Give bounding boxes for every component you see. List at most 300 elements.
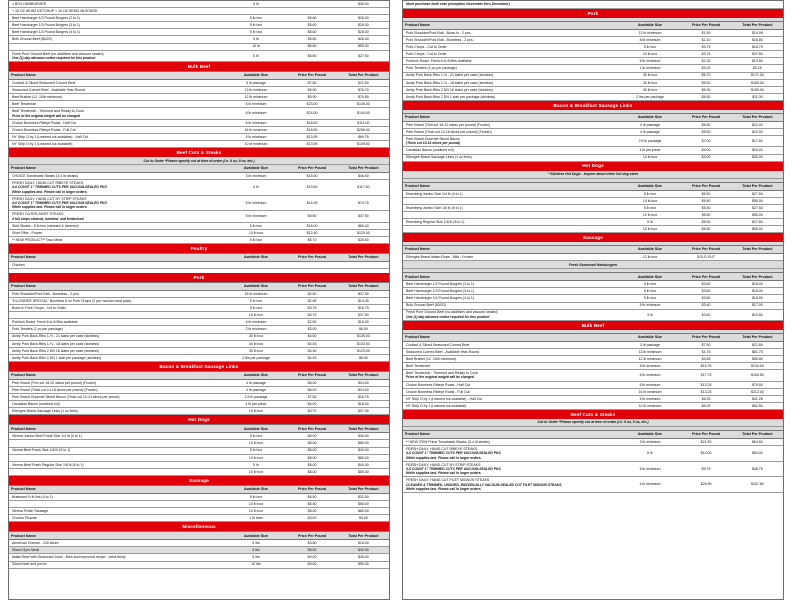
cell-available-size: 1 lb tube (226, 515, 287, 522)
table-row[interactable] (9, 333, 389, 340)
cell-available-size: 4 lb package (620, 121, 681, 128)
cell-product-name (403, 370, 620, 381)
cell-price-per-pound: $2.10 (680, 37, 731, 44)
cell-price-per-pound: $21.50 (680, 439, 731, 446)
col-header-product-name: Product Name (9, 532, 226, 540)
table-header-row (9, 425, 389, 433)
table-row[interactable] (403, 93, 783, 100)
cell-price-per-pound: $5.60 (286, 29, 337, 36)
cell-price-per-pound: $3.75 (286, 312, 337, 319)
cell-available-size: 3 lb minimum (226, 173, 287, 180)
col-header-available-size: Available Size (226, 486, 287, 494)
table-row[interactable] (9, 8, 389, 15)
table-row[interactable] (9, 561, 389, 568)
table-row[interactable] (403, 154, 783, 161)
cell-price-per-pound: $9.00 (286, 554, 337, 561)
cell-product-name (403, 446, 620, 462)
table-row[interactable] (9, 180, 389, 196)
product-name-main: American Cheese - 120 slices (12, 541, 59, 546)
table-row[interactable] (403, 86, 783, 93)
table-row[interactable] (403, 288, 783, 295)
cell-product-name (9, 387, 226, 394)
table-row[interactable] (9, 236, 389, 243)
section-band (403, 9, 783, 18)
product-name-main: Seasoned Corned Beef - Available Year-Round (12, 87, 86, 92)
cell-total-per-product: $134.00 (732, 363, 783, 370)
cell-available-size: 10 lb box (620, 154, 681, 161)
cell-available-size: 5 lb box (620, 288, 681, 295)
table-row[interactable] (9, 387, 389, 394)
section-table (9, 362, 389, 415)
cell-total-per-product: $27.50 (338, 50, 389, 61)
col-header-price-per-pound: Price Per Pound (286, 165, 337, 173)
table-header-row (9, 486, 389, 494)
cell-total-per-product: $64.50 (732, 439, 783, 446)
table-row[interactable] (9, 401, 389, 408)
table-row[interactable] (403, 302, 783, 309)
table-row[interactable] (403, 309, 783, 320)
price-list-page-left (8, 0, 390, 600)
cell-product-name (9, 298, 226, 305)
product-name-main: Beef Tenderloin (406, 364, 431, 369)
product-name-sub: 4-6 COUNT 1" TRIMMED CUTS PER VACUUM-SEALED PKG (12, 200, 107, 205)
cell-total-per-product: $90.00 (338, 561, 389, 568)
cell-available-size: 2.5 lb package (620, 136, 681, 147)
table-row[interactable] (9, 440, 389, 447)
cell-total-per-product: $80.00 (338, 440, 389, 447)
table-row[interactable] (403, 356, 783, 363)
table-row[interactable] (9, 305, 389, 312)
table-row[interactable] (9, 319, 389, 326)
cell-product-name (9, 119, 226, 126)
section-table (403, 9, 783, 101)
product-name-sub: Price of the original weight will be charged (12, 113, 80, 118)
section-note-row (403, 171, 783, 179)
cell-total-per-product: $22.00 (732, 129, 783, 136)
table-row[interactable] (9, 108, 389, 119)
table-row[interactable] (403, 51, 783, 58)
cell-price-per-pound: $7.00 (680, 136, 731, 147)
table-row[interactable] (403, 121, 783, 128)
col-header-product-name: Product Name (9, 254, 226, 262)
table-row[interactable] (9, 50, 389, 61)
cell-price-per-pound: $7.50 (286, 79, 337, 86)
table-row[interactable] (9, 379, 389, 386)
table-row[interactable] (9, 540, 389, 547)
product-name-note: While supplies last. Please call in larger orders. (406, 455, 482, 460)
cell-total-per-product: $28.00 (338, 29, 389, 36)
cell-total-per-product (338, 8, 389, 15)
product-name-main: Beef Brisket (12 -15lb minimum) (406, 356, 457, 361)
cell-product-name (403, 349, 620, 356)
cell-product-name (9, 195, 226, 211)
cell-product-name (9, 461, 226, 468)
product-name-main: ** NEW PRODUCT** Taco Meat (12, 237, 63, 242)
table-row[interactable] (9, 547, 389, 554)
cell-price-per-pound: $8.00 (286, 454, 337, 461)
cell-price-per-pound: $5.50 (680, 211, 731, 218)
section-band (9, 522, 389, 532)
cell-product-name (9, 333, 226, 340)
table-row[interactable] (403, 395, 783, 402)
product-name-main: Amity Pork Back-Ribs 2 DN 1 slab per package (skinless) (12, 355, 102, 360)
product-name-main: Fresh Pure Ground Beef (no additives and vacuum sealed) (406, 310, 498, 315)
table-row[interactable] (9, 454, 389, 461)
cell-available-size: 12 lb minimum (620, 356, 681, 363)
table-row[interactable] (403, 461, 783, 477)
section-title: Bulk Beef (403, 321, 783, 330)
cell-product-name (403, 86, 620, 93)
cell-total-per-product: $55.00 (338, 43, 389, 50)
cell-product-name (403, 154, 620, 161)
section-title: Miscellaneous (9, 522, 389, 532)
col-header-available-size: Available Size (226, 283, 287, 291)
cell-available-size: 10 lb box (226, 408, 287, 415)
cell-total-per-product: $129.00 (338, 347, 389, 354)
section-band (403, 321, 783, 330)
cell-available-size: 10 lb minimum (620, 402, 681, 409)
col-header-available-size: Available Size (620, 334, 681, 342)
col-header-total-per-product: Total Per Product (732, 334, 783, 342)
cell-product-name (403, 388, 620, 395)
table-row[interactable] (403, 37, 783, 44)
table-row[interactable] (9, 195, 389, 211)
cell-product-name (9, 133, 226, 140)
table-row[interactable] (403, 226, 783, 233)
section-table (9, 62, 389, 148)
table-row[interactable] (9, 126, 389, 133)
col-header-price-per-pound: Price Per Pound (680, 273, 731, 281)
product-name-sub: (Thick cut 10-14 slices per pound) (406, 141, 460, 146)
cell-available-size: 6 lb minimum (620, 370, 681, 381)
cell-product-name (9, 319, 226, 326)
table-row[interactable] (9, 298, 389, 305)
section-note-row (9, 157, 389, 165)
table-row[interactable] (403, 65, 783, 72)
cell-total-per-product: $40.00 (338, 461, 389, 468)
cell-price-per-pound: $3.60 (680, 295, 731, 302)
product-name-main: Vienna Beef Frank Regular Size 1/8 lb (8 to 1) (12, 462, 84, 467)
cell-total-per-product: $28.00 (338, 15, 389, 22)
table-row[interactable] (9, 222, 389, 229)
cell-total-per-product: $24.00 (338, 387, 389, 394)
cell-product-name (403, 439, 620, 446)
product-name-main: Beef Hamburger 1/4 Pound Burgers (4 to 1) (406, 296, 474, 301)
cell-product-name (9, 87, 226, 94)
table-row[interactable] (9, 461, 389, 468)
cell-total-per-product: $40.00 (338, 433, 389, 440)
product-name-main: Fresh Pure Ground Beef (no additives and vacuum sealed) (12, 51, 104, 56)
product-name-main: NY Strip O by 1 (Leanest cut available) (12, 141, 73, 146)
cell-available-size: 13 lb minimum (226, 87, 287, 94)
table-row[interactable] (9, 94, 389, 101)
product-name-main: CHOICE Tomahawk Steaks (3-4 lb steaks) (12, 173, 79, 178)
cell-total-per-product: $11.00 (732, 93, 783, 100)
cell-price-per-pound: $13.95 (286, 133, 337, 140)
cell-product-name (403, 477, 620, 493)
col-header-total-per-product: Total Per Product (732, 246, 783, 254)
table-row[interactable] (9, 133, 389, 140)
section-table (9, 476, 389, 522)
table-row[interactable] (9, 340, 389, 347)
table-row[interactable] (9, 229, 389, 236)
table-row[interactable] (9, 29, 389, 36)
cell-product-name (9, 140, 226, 147)
cell-available-size: 10 lb box (620, 197, 681, 204)
cell-price-per-pound: $4.30 (286, 347, 337, 354)
product-name-sub: Price of the original weight will be charged (406, 375, 474, 380)
cell-product-name (9, 508, 226, 515)
table-row[interactable] (9, 291, 389, 298)
section-title: Hot Dogs (9, 415, 389, 425)
table-row[interactable] (403, 147, 783, 154)
cell-available-size: 10 lb (226, 43, 287, 50)
table-row[interactable] (9, 101, 389, 108)
cell-product-name (403, 65, 620, 72)
top-note-table (403, 1, 783, 9)
section-title: Beef Cuts & Steaks (403, 410, 783, 419)
cell-available-size: 5 lb (226, 1, 287, 8)
table-row[interactable] (9, 508, 389, 515)
cell-price-per-pound: $2.50 (286, 291, 337, 298)
cell-price-per-pound: $5.50 (680, 219, 731, 226)
col-header-total-per-product: Total Per Product (732, 273, 783, 281)
cell-available-size: 5 lb box (620, 44, 681, 51)
product-name-main: Bulk Ground Beef (80/20) (406, 303, 446, 308)
cell-total-per-product: $28.00 (338, 36, 389, 43)
table-row[interactable] (9, 433, 389, 440)
product-name-main: Pork Tenders (1 pc per package) (406, 66, 457, 71)
col-header-product-name: Product Name (9, 72, 226, 80)
table-row[interactable] (9, 1, 389, 8)
table-row[interactable] (9, 87, 389, 94)
cell-product-name (403, 219, 620, 226)
cell-price-per-pound: $5.70 (286, 236, 337, 243)
cell-available-size: 12 lb minimum (620, 30, 681, 37)
cell-total-per-product: $8.90 (338, 354, 389, 361)
cell-product-name (9, 326, 226, 333)
top-fragment-table (9, 1, 389, 62)
cell-price-per-pound: $15.50 (286, 173, 337, 180)
cell-total-per-product: $80.00 (338, 468, 389, 475)
table-row[interactable] (403, 72, 783, 79)
cell-available-size: 4 lb per piece (226, 401, 287, 408)
cell-total-per-product: $18.00 (732, 295, 783, 302)
cell-available-size: 5 lb box (620, 190, 681, 197)
cell-product-name (403, 211, 620, 218)
table-row[interactable] (403, 219, 783, 226)
product-name-main: NY Strip O by 1 (Leanest cut available) - Half Cut (12, 134, 89, 139)
col-header-price-per-pound: Price Per Pound (680, 22, 731, 30)
section-table (9, 244, 389, 269)
product-name-main: FRESH DAILY, HAND-CUT FILET MIGNON STEAKS (406, 478, 490, 483)
cell-product-name (9, 36, 226, 43)
cell-price-per-pound: $5.50 (680, 197, 731, 204)
cell-total-per-product: $37.00 (338, 408, 389, 415)
section-table (9, 415, 389, 476)
cell-available-size: 8 lb minimum (620, 37, 681, 44)
section-table (9, 148, 389, 244)
cell-total-per-product: $74.75 (338, 195, 389, 211)
table-header-row (403, 22, 783, 30)
table-row[interactable] (9, 36, 389, 43)
cell-price-per-pound: $5.50 (286, 43, 337, 50)
cell-total-per-product: $27.50 (732, 204, 783, 211)
table-row[interactable] (403, 477, 783, 493)
col-header-product-name: Product Name (9, 165, 226, 173)
table-row[interactable] (403, 349, 783, 356)
table-row[interactable] (403, 381, 783, 388)
cell-total-per-product: $27.50 (732, 219, 783, 226)
table-row[interactable] (403, 254, 783, 261)
table-row[interactable] (9, 312, 389, 319)
cell-total-per-product: $35.00 (338, 1, 389, 8)
table-row[interactable] (9, 515, 389, 522)
product-name-main: NY Strip O by 1 (Leanest cut available) (406, 403, 467, 408)
cell-available-size: 10 lb box (620, 51, 681, 58)
table-row[interactable] (403, 439, 783, 446)
cell-price-per-pound: $4.50 (286, 333, 337, 340)
table-row[interactable] (9, 15, 389, 22)
table-row[interactable] (9, 43, 389, 50)
cell-total-per-product: $17.50 (732, 136, 783, 147)
product-name-sub: 4-6 COUNT 1" TRIMMED CUTS PER VACUUM-SEALED PKG (406, 451, 501, 456)
product-name-main: 1 BOX HAMBURGER (12, 1, 47, 6)
cell-total-per-product: $3.25 (732, 65, 783, 72)
cell-total-per-product: $32.50 (338, 493, 389, 500)
cell-available-size: 6 lb (226, 180, 287, 196)
cell-product-name (9, 433, 226, 440)
table-row[interactable] (9, 261, 389, 268)
cell-product-name (9, 101, 226, 108)
table-row[interactable] (403, 370, 783, 381)
table-row[interactable] (403, 197, 783, 204)
table-row[interactable] (9, 211, 389, 222)
cell-total-per-product: $18.75 (732, 44, 783, 51)
cell-available-size: 5 lb box (620, 295, 681, 302)
table-row[interactable] (403, 136, 783, 147)
cell-product-name (9, 211, 226, 222)
cell-product-name (9, 354, 226, 361)
table-row[interactable] (9, 500, 389, 507)
table-row[interactable] (9, 493, 389, 500)
cell-total-per-product: $159.00 (732, 86, 783, 93)
cell-product-name (403, 226, 620, 233)
cell-available-size: 30 lb box (620, 72, 681, 79)
cell-price-per-pound: $3.60 (680, 288, 731, 295)
table-row[interactable] (403, 363, 783, 370)
table-row[interactable] (403, 204, 783, 211)
cell-price-per-pound: $13.95 (286, 140, 337, 147)
cell-total-per-product: $16.00 (732, 147, 783, 154)
cell-available-size: 5 lb box (226, 15, 287, 22)
cell-price-per-pound: $8.00 (286, 468, 337, 475)
table-row[interactable] (9, 140, 389, 147)
cell-total-per-product: $296.00 (338, 126, 389, 133)
cell-total-per-product: $84.00 (732, 446, 783, 462)
table-row[interactable] (9, 554, 389, 561)
table-row[interactable] (403, 190, 783, 197)
table-row[interactable] (9, 22, 389, 29)
table-row[interactable] (9, 326, 389, 333)
table-row[interactable] (403, 295, 783, 302)
cell-total-per-product: $37.50 (732, 51, 783, 58)
product-name-main: Peer Brand (Thick cut 14-18 slices per pound) (Frozen) (12, 387, 98, 392)
cell-product-name (9, 408, 226, 415)
section-note: Cut to Order *Please specify cut at time of order (i.e. 6 oz, 8 oz, etc.) (9, 157, 389, 165)
cell-available-size: 10 lb box (226, 508, 287, 515)
table-row[interactable] (403, 388, 783, 395)
col-header-total-per-product: Total Per Product (338, 72, 389, 80)
cell-total-per-product: $133.50 (338, 340, 389, 347)
table-row[interactable] (403, 30, 783, 37)
table-row[interactable] (403, 281, 783, 288)
cell-price-per-pound: $13.25 (680, 388, 731, 395)
table-row[interactable] (403, 79, 783, 86)
col-header-product-name: Product Name (9, 283, 226, 291)
cell-product-name (9, 1, 226, 8)
cell-price-per-pound: $26.95 (680, 477, 731, 493)
cell-price-per-pound: $8.00 (286, 440, 337, 447)
cell-product-name (9, 440, 226, 447)
cell-product-name (9, 454, 226, 461)
table-row[interactable] (9, 119, 389, 126)
product-name-note: While supplies last. Please call in larger orders. (12, 205, 88, 210)
table-row[interactable] (403, 446, 783, 462)
cell-price-per-pound: $5.50 (286, 50, 337, 61)
cell-total-per-product: $82.50 (732, 402, 783, 409)
col-header-available-size: Available Size (620, 246, 681, 254)
section-title: Poultry (9, 244, 389, 254)
section-note-row (403, 419, 783, 427)
product-name-main: Seasoned Corned Beef - Available Year-Round (406, 349, 480, 354)
cell-price-per-pound: $8.00 (286, 547, 337, 554)
table-row[interactable] (9, 79, 389, 86)
product-name-main: Amity Pork Back-Ribs 1-¾ - 18 slabs per case (skinless) (12, 341, 100, 346)
table-row[interactable] (9, 354, 389, 361)
product-name-main: Ellengee Brand Sausage Links (1 oz links) (406, 155, 472, 160)
cell-product-name (9, 229, 226, 236)
table-row[interactable] (9, 394, 389, 401)
table-row[interactable] (403, 44, 783, 51)
product-name-main: FRESH DAILY, HAND-CUT RIBEYE STEAKS (12, 181, 84, 186)
cell-total-per-product: $79.50 (732, 381, 783, 388)
top-note: Must purchase both cuts (exception November thru December) (403, 1, 783, 9)
table-row[interactable] (9, 347, 389, 354)
table-row[interactable] (403, 129, 783, 136)
cell-price-per-pound: $1.59 (680, 30, 731, 37)
table-row[interactable] (403, 341, 783, 348)
table-header-row (403, 182, 783, 190)
cell-total-per-product: $55.80 (732, 356, 783, 363)
cell-available-size: 5 lb box (226, 305, 287, 312)
cell-product-name (9, 554, 226, 561)
table-row[interactable] (9, 173, 389, 180)
cell-price-per-pound: $3.40 (680, 302, 731, 309)
col-header-product-name: Product Name (403, 334, 620, 342)
table-header-row (9, 532, 389, 540)
product-name-sub: 4 full strips cleaned, tumbled, and tenderized (12, 216, 84, 221)
table-row[interactable] (9, 447, 389, 454)
table-row[interactable] (9, 468, 389, 475)
table-row[interactable] (403, 58, 783, 65)
product-name-main: Bratwurst ½ lb link (4 to 1) (12, 494, 53, 499)
table-row[interactable] (9, 408, 389, 415)
table-row[interactable] (403, 402, 783, 409)
col-header-available-size: Available Size (226, 72, 287, 80)
cell-available-size: 30 lb box (620, 86, 681, 93)
table-row[interactable] (403, 211, 783, 218)
